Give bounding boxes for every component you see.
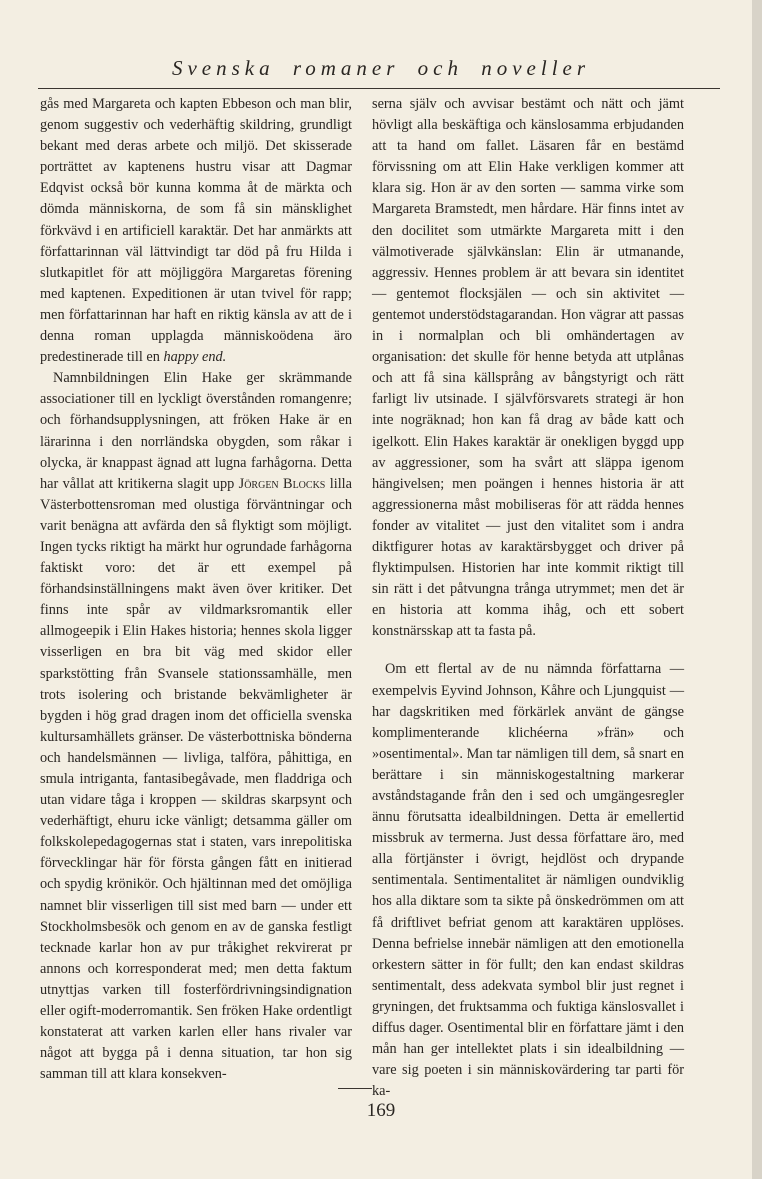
paragraph: Om ett flertal av de nu nämnda författarna — exempelvis Eyvind Johnson, Kåhre och Ljungquist — har dagskritiken med förkärlek använt de gängse komplimenterande klichéerna »frän» och »osentimental». Man tar nämligen till dem, så snart en berättare i sin människogestaltning markerar avståndstagande från den i sed och umgängesregler ännu förutsatta idealbildningen. Detta är emellertid missbruk av termerna. Just dessa författare äro, med alla förtjänster i övrigt, hejdlöst och drypande sentimentala. Sentimentalitet är nämligen oundviklig hos alla diktare som ta sikte på önskedrömmen om att få driftlivet befriat genom att karaktären upplöses. Denna befrielse innebär nämligen att den emotionella orkestern sätter in för fullt; den kan endast skildras sentimentalt, dess adekvata symbol blir just regnet i gryningen, det fruktsamma och fuktiga känslosvallet i diffus dager. Osentimental blir en författare jämt i den mån han ger intellektet plats i sin idealbildning — vare sig poeten i sin människovärdering tar parti för ka- <box>372 661 684 1100</box>
paragraph-text: Namnbildningen Elin Hake ger skrämmande associationer till en lyckligt överstånden romangenre; och förhandsupplysningen, att fröken Hake är en lärarinna i den norrländska obygden, som råkar i olycka, är knappast ägnad att lugna farhågorna. Detta har vållat att kritikerna slagit upp <box>40 370 352 492</box>
paragraph-text: lilla Västerbottensroman med olustiga förväntningar och varit benägna att avfärda den så flyktigt som möjligt. Ingen tycks riktigt ha märkt hur ogrundade farhågorna faktiskt voro: det är ett exempel på förhandsinställningens makt även över kritiker. Det finns inte spår av vildmarksromantik eller allmogeepik i Elin Hakes historia; hennes skola ligger visserligen en bra bit väg med skidor eller sparkstötting från Svansele stationssamhälle, men trots isolering och bristande bekvämligheter är bygden i hög grad dragen inom det officiella svenska kultursamhällets gränser. De västerbottniska bönderna och handelsmännen — livliga, talföra, påhittiga, en smula intriganta, fantasibegåvade, men fladdriga och utan vidare tåga i kroppen — skildras skarpsynt och vederhäftigt, ehuru icke vänligt; detsamma gäller om folkskolepedagogernas stat i staten, vars inrepolitiska förvecklingar här för första gången fått en initierad och spydig krönikör. Och hjältinnan med det omöjliga namnet blir visserligen till sist med barn — under ett Stockholmsbesök och genom en av de ganska festligt tecknade karlar hon av pur tråkighet rekvirerat pr annons och korresponderat med; men detta faktum utnyttjas varken till fosterfördrivningsindignation eller ogift-moderromantik. Sen fröken Hake ordentligt konstaterat att varken karlen eller hans rivaler var något att bygga på i denna situation, tar hon sig samman till att klara konsekven- <box>40 475 352 1083</box>
paragraph <box>40 368 352 1085</box>
header-rule <box>38 88 720 89</box>
author-name: Jörgen Blocks <box>238 475 326 492</box>
paragraph <box>40 94 352 368</box>
paragraph-text: gås med Margareta och kapten Ebbeson och man blir, genom suggestiv och vederhäftig skildring, grundligt bekant med deras arbete och miljö. Det skisserade porträttet av kaptenens hustru visar att Dagmar Edqvist också bör kunna komma åt de märkta och dömda människorna, de som få sin mänsklighet förkvävd i en artificiell karaktär. Det har anmärkts att författarinnan väl lättvindigt tar död på fru Hilda i slutkapitlet för att möjliggöra Margaretas förening med kaptenen. Expeditionen är utan tvivel för rapp; men författarinnan har haft en riktig känsla av att de i denna roman upplagda människoödena äro predestinerade till en <box>40 96 352 366</box>
running-header: Svenska romaner och noveller <box>171 56 591 80</box>
page-number: 169 <box>366 1100 396 1121</box>
right-column <box>372 94 684 1102</box>
page-number-rule <box>338 1088 372 1089</box>
left-column <box>40 94 352 1085</box>
page-edge <box>752 0 762 1179</box>
emphasis-text: happy end. <box>163 349 227 366</box>
paragraph: serna själv och avvisar bestämt och nätt och jämt hövligt alla beskäftiga och känslosamma erbjudanden att ta hand om fallet. Läsaren får en bestämd förvissning om att Elin Hake verkligen kommer att klara sig. Hon är av den sorten — samma virke som Margareta Bramstedt, men hårdare. Här finns intet av den docilitet som utmärkte Margareta mitt i den välmotiverade självkänslan: Elin är utmanande, aggressiv. Hennes problem är att bevara sin identitet — gentemot flocksjälen — och sin aktivitet — gentemot understödstagarandan. Hon vägrar att passas in i normalplan och bli omhändertagen av organisation: det skulle för henne betyda att utplånas och att få sina källsprång av bångstyrigt och rätt farligt liv utsinade. I självförsvarets strategi är hon inte nogräknad; hon kan få drag av både katt och igelkott. Elin Hakes karaktär är onekligen byggd upp av aggressioner, som ha svårt att släppa igenom hängivelsen; men poängen i hennes historia är att aggressionerna måst mobiliseras för att rädda hennes fonder av vitalitet — just den vitalitet som i andra diktfigurer hotas av karaktärsbygget och driver på flyktimpulsen. Historien har inte kommit riktigt till sin rätt i det påtvungna trånga utrymmet; men det är en historia att komma ihåg, och ett sobert konstnärsskap att ta fasta på. <box>372 96 684 640</box>
